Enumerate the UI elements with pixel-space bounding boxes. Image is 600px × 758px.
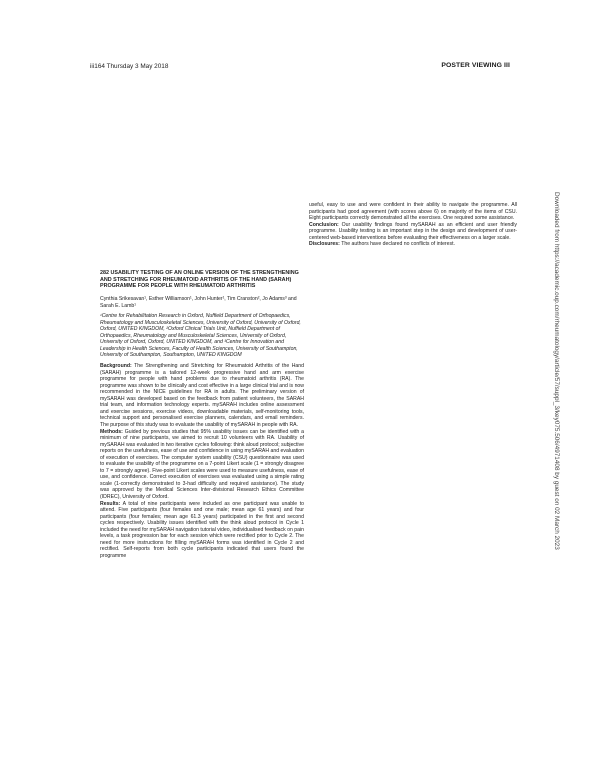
background-heading: Background: [100,363,132,370]
disclosures-text: The authors have declared no conflicts of interest. [341,241,455,248]
methods-heading: Methods: [100,428,123,435]
conclusion-paragraph [309,222,517,242]
background-paragraph [100,363,304,428]
results-text: A total of nine participants were included as one participant was unable to attend. Five participants (four females and one male; mean age 61 years) and four participants (four females; mean age 61.3 years) participated in the first and second cycles respectively. Usability issues identified with the think aloud protocol in Cycle 1 included the need for mySARAH navigation tutorial video, individualised feedback on pain levels, a task progression bar for each session which were rectified prior to Cycle 2. The need for more instructions for filling mySARAH forms was identified in Cycle 2 and rectified. Self-reports from both cycle participants indicated that users found the programme [100,500,304,559]
results-continued: useful, easy to use and were confident in their ability to navigate the programme. All participants had good agreement (with scores above 6) on majority of the items of CSU. Eight participants correctly demonstrated all the exercises. One required some assistance. [309,202,517,222]
download-watermark: Downloaded from https://academic.oup.com/rheumatology/article/57/suppl_3/key075.506/4971408 by guest on 02 March 2023 [553,192,560,550]
results-heading: Results: [100,500,121,507]
author-list: Cynthia Srikesavan¹, Esther Williamson¹, John Hunter¹, Tim Cranston², Jo Adams³ and Sarah E. Lamb¹ [100,296,297,309]
disclosures-heading: Disclosures: [309,241,340,248]
affiliations: ¹Centre for Rehabilitation Research in Oxford, Nuffield Department of Orthopaedics, Rheumatology and Musculoskeletal Sciences, University of Oxford, University of Oxford, Oxford, UNITED KINGDOM, ²Oxford Clinical Trials Unit, Nuffield Department of Orthopaedics, Rheumatology and Musculoskeletal Sciences, University of Oxford, University of Oxford, Oxford, UNITED KINGDOM, and ³Centre for Innovation and Leadership in Health Sciences, Faculty of Health Sciences, University of Southampton, University of Southampton, Southampton, UNITED KINGDOM [100,313,301,359]
abstract-title: 282 USABILITY TESTING OF AN ONLINE VERSION OF THE STRENGTHENING AND STRETCHING FOR RHEUMATOID ARTHRITIS OF THE HAND (SARAH) PROGRAMME FOR PEOPLE WITH RHEUMATOID ARTHRITIS [100,270,299,290]
background-text: The Strengthening and Stretching for Rheumatoid Arthritis of the Hand (SARAH) programme is a tailored 12-week progressive hand and arm exercise programme for people with hand problems due to rheumatoid arthritis (RA). The programme was shown to be clinically and cost effective in a large clinical trial and is now recommended in the NICE guidelines for RA in adults. The preliminary version of mySARAH was developed based on the feedback from patient volunteers, the SARAH trial team, and information technology experts. mySARAH includes online assessment and exercise sessions, exercise videos, downloadable materials, self-monitoring tools, technical support and personalised exercise planners, calendars, and email reminders. The purpose of this study was to evaluate the usability of mySARAH in people with RA. [100,363,304,428]
right-column [309,202,517,248]
methods-text: Guided by previous studies that 95% usability issues can be identified with a minimum of nine participants, we aimed to recruit 10 volunteers with RA. Usability of mySARAH was evaluated in two iterative cycles following: think aloud protocol; subjective reports on the usefulness, ease of use and confidence in using mySARAH and evaluation of execution of exercises. The computer system usability (CSU) questionnaire was used to evaluate the usability of the programme on a 7-point Likert scale (1 = strongly disagree to 7 = strongly agree). Five-point Likert scales were used to measure usefulness, ease of use, and confidence. Correct execution of exercises was evaluated using a simple rating scale (1-correctly demonstrated to 3-had difficulty and required assistance). The study was approved by the Medical Sciences Inter-divisional Research Ethics Committee (IDREC), University of Oxford. [100,428,304,500]
methods-paragraph [100,429,304,501]
running-header-right: POSTER VIEWING III [441,62,510,69]
conclusion-heading: Conclusion: [309,221,339,228]
left-column [100,270,304,559]
conclusion-text: Our usability findings found mySARAH as an efficient and user friendly programme. Usability testing is an important step in the design and development of user-centered web-based interventions before evaluating their effectiveness on a larger scale. [309,221,517,241]
disclosures-paragraph [309,241,517,248]
running-header-left: iii164 Thursday 3 May 2018 [90,63,169,70]
results-paragraph [100,501,304,560]
